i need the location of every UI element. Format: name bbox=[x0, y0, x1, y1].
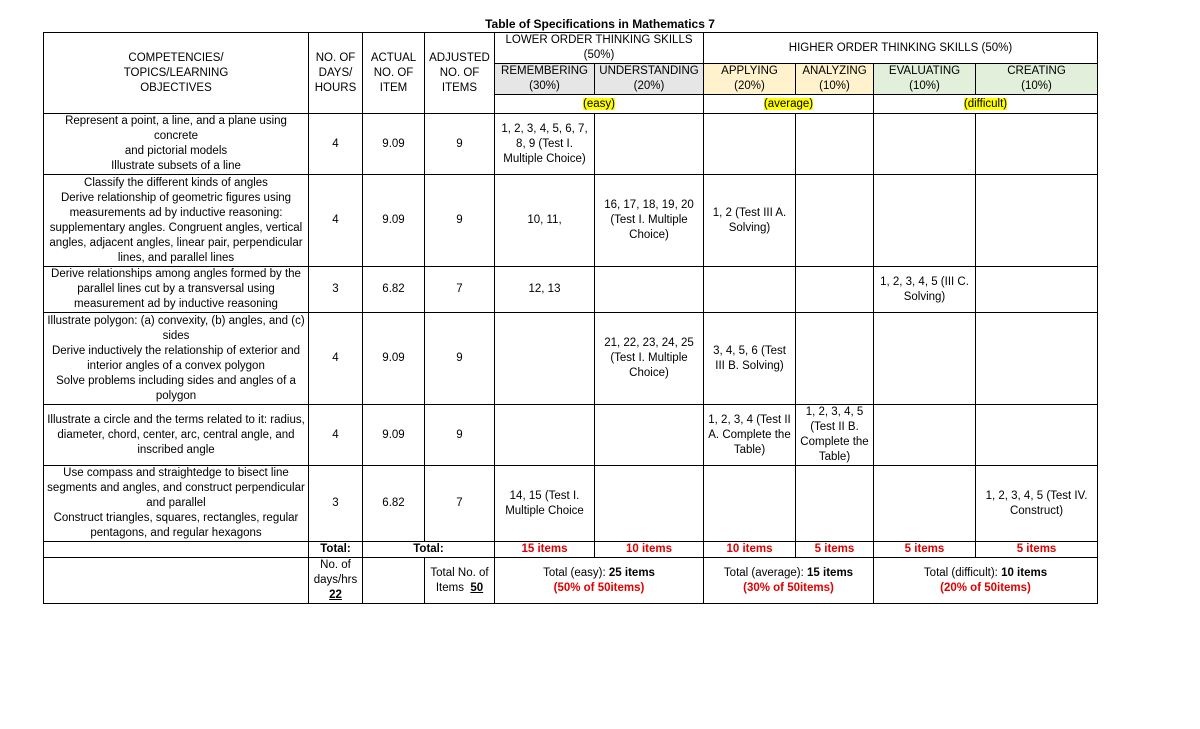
header-adjusted-items: ADJUSTED NO. OF ITEMS bbox=[425, 33, 495, 114]
actual-items-cell: 9.09 bbox=[363, 313, 425, 405]
understanding-cell bbox=[595, 267, 704, 313]
objectives-cell: Use compass and straightedge to bisect line segments and angles, and construct perpendicular and parallel Construct triangles, squares, rectangles, regular pentagons, and regular hexagons bbox=[44, 466, 309, 542]
total-understanding: 10 items bbox=[595, 542, 704, 558]
header-creating: CREATING (10%) bbox=[976, 64, 1098, 95]
table-row bbox=[44, 267, 1098, 313]
evaluating-cell bbox=[874, 175, 976, 267]
analyzing-cell bbox=[796, 267, 874, 313]
applying-cell: 1, 2, 3, 4 (Test II A. Complete the Table) bbox=[704, 405, 796, 466]
total-evaluating: 5 items bbox=[874, 542, 976, 558]
actual-items-cell: 6.82 bbox=[363, 466, 425, 542]
summary-blank bbox=[44, 558, 309, 604]
table-row bbox=[44, 466, 1098, 542]
days-cell: 3 bbox=[309, 267, 363, 313]
objectives-cell: Illustrate polygon: (a) convexity, (b) angles, and (c) sides Derive inductively the relationship of exterior and interior angles of a convex polygon Solve problems including sides and angles of a polygon bbox=[44, 313, 309, 405]
table-row bbox=[44, 313, 1098, 405]
days-cell: 3 bbox=[309, 466, 363, 542]
summary-blank-actual bbox=[363, 558, 425, 604]
adjusted-items-cell: 9 bbox=[425, 175, 495, 267]
total-creating: 5 items bbox=[976, 542, 1098, 558]
summary-average: Total (average): 15 items (30% of 50items) bbox=[704, 558, 874, 604]
objectives-cell: Derive relationships among angles formed by the parallel lines cut by a transversal using measurement ad by inductive reasoning bbox=[44, 267, 309, 313]
summary-days: No. of days/hrs 22 bbox=[309, 558, 363, 604]
creating-cell: 1, 2, 3, 4, 5 (Test IV. Construct) bbox=[976, 466, 1098, 542]
evaluating-cell: 1, 2, 3, 4, 5 (III C. Solving) bbox=[874, 267, 976, 313]
header-days: NO. OF DAYS/ HOURS bbox=[309, 33, 363, 114]
level-easy: (easy) bbox=[495, 95, 704, 114]
adjusted-items-cell: 7 bbox=[425, 267, 495, 313]
objectives-cell: Illustrate a circle and the terms related to it: radius, diameter, chord, center, arc, central angle, and inscribed angle bbox=[44, 405, 309, 466]
evaluating-cell bbox=[874, 313, 976, 405]
summary-total-items: Total No. of Items 50 bbox=[425, 558, 495, 604]
page-title: Table of Specifications in Mathematics 7 bbox=[485, 17, 715, 31]
understanding-cell: 21, 22, 23, 24, 25 (Test I. Multiple Choice) bbox=[595, 313, 704, 405]
creating-cell bbox=[976, 405, 1098, 466]
evaluating-cell bbox=[874, 114, 976, 175]
creating-cell bbox=[976, 267, 1098, 313]
remembering-cell: 14, 15 (Test I. Multiple Choice bbox=[495, 466, 595, 542]
actual-items-cell: 6.82 bbox=[363, 267, 425, 313]
understanding-cell bbox=[595, 466, 704, 542]
header-understanding: UNDERSTANDING (20%) bbox=[595, 64, 704, 95]
header-competencies: COMPETENCIES/ TOPICS/LEARNING OBJECTIVES bbox=[44, 33, 309, 114]
summary-difficult: Total (difficult): 10 items (20% of 50items) bbox=[874, 558, 1098, 604]
header-analyzing: ANALYZING (10%) bbox=[796, 64, 874, 95]
actual-items-cell: 9.09 bbox=[363, 175, 425, 267]
remembering-cell: 12, 13 bbox=[495, 267, 595, 313]
analyzing-cell: 1, 2, 3, 4, 5 (Test II B. Complete the Table) bbox=[796, 405, 874, 466]
header-higher-order: HIGHER ORDER THINKING SKILLS (50%) bbox=[704, 33, 1098, 64]
actual-items-cell: 9.09 bbox=[363, 405, 425, 466]
evaluating-cell bbox=[874, 405, 976, 466]
header-actual-items: ACTUAL NO. OF ITEM bbox=[363, 33, 425, 114]
header-remembering: REMEMBERING (30%) bbox=[495, 64, 595, 95]
days-cell: 4 bbox=[309, 313, 363, 405]
creating-cell bbox=[976, 114, 1098, 175]
specifications-table bbox=[43, 32, 1098, 604]
objectives-cell: Classify the different kinds of angles Derive relationship of geometric figures using measurements ad by inductive reasoning: supplementary angles. Congruent angles, vertical angles, adjacent angles, linear pair, perpendicular lines, and parallel lines bbox=[44, 175, 309, 267]
level-average: (average) bbox=[704, 95, 874, 114]
applying-cell: 3, 4, 5, 6 (Test III B. Solving) bbox=[704, 313, 796, 405]
analyzing-cell bbox=[796, 313, 874, 405]
analyzing-cell bbox=[796, 466, 874, 542]
understanding-cell: 16, 17, 18, 19, 20 (Test I. Multiple Choice) bbox=[595, 175, 704, 267]
evaluating-cell bbox=[874, 466, 976, 542]
remembering-cell bbox=[495, 405, 595, 466]
remembering-cell: 10, 11, bbox=[495, 175, 595, 267]
applying-cell bbox=[704, 267, 796, 313]
total-analyzing: 5 items bbox=[796, 542, 874, 558]
adjusted-items-cell: 9 bbox=[425, 313, 495, 405]
remembering-cell: 1, 2, 3, 4, 5, 6, 7, 8, 9 (Test I. Multiple Choice) bbox=[495, 114, 595, 175]
objectives-cell: Represent a point, a line, and a plane using concrete and pictorial models Illustrate subsets of a line bbox=[44, 114, 309, 175]
creating-cell bbox=[976, 175, 1098, 267]
understanding-cell bbox=[595, 405, 704, 466]
header-evaluating: EVALUATING (10%) bbox=[874, 64, 976, 95]
level-difficult: (difficult) bbox=[874, 95, 1098, 114]
total-remembering: 15 items bbox=[495, 542, 595, 558]
analyzing-cell bbox=[796, 114, 874, 175]
header-lower-order: LOWER ORDER THINKING SKILLS (50%) bbox=[495, 33, 704, 64]
totals-label-days: Total: bbox=[309, 542, 363, 558]
table-row bbox=[44, 405, 1098, 466]
analyzing-cell bbox=[796, 175, 874, 267]
days-cell: 4 bbox=[309, 114, 363, 175]
adjusted-items-cell: 7 bbox=[425, 466, 495, 542]
adjusted-items-cell: 9 bbox=[425, 114, 495, 175]
table-row bbox=[44, 175, 1098, 267]
days-cell: 4 bbox=[309, 405, 363, 466]
understanding-cell bbox=[595, 114, 704, 175]
remembering-cell bbox=[495, 313, 595, 405]
applying-cell bbox=[704, 114, 796, 175]
table-row bbox=[44, 114, 1098, 175]
applying-cell bbox=[704, 466, 796, 542]
total-applying: 10 items bbox=[704, 542, 796, 558]
days-cell: 4 bbox=[309, 175, 363, 267]
totals-label-items: Total: bbox=[363, 542, 495, 558]
applying-cell: 1, 2 (Test III A. Solving) bbox=[704, 175, 796, 267]
creating-cell bbox=[976, 313, 1098, 405]
header-applying: APPLYING (20%) bbox=[704, 64, 796, 95]
totals-blank bbox=[44, 542, 309, 558]
summary-easy: Total (easy): 25 items (50% of 50items) bbox=[495, 558, 704, 604]
actual-items-cell: 9.09 bbox=[363, 114, 425, 175]
adjusted-items-cell: 9 bbox=[425, 405, 495, 466]
